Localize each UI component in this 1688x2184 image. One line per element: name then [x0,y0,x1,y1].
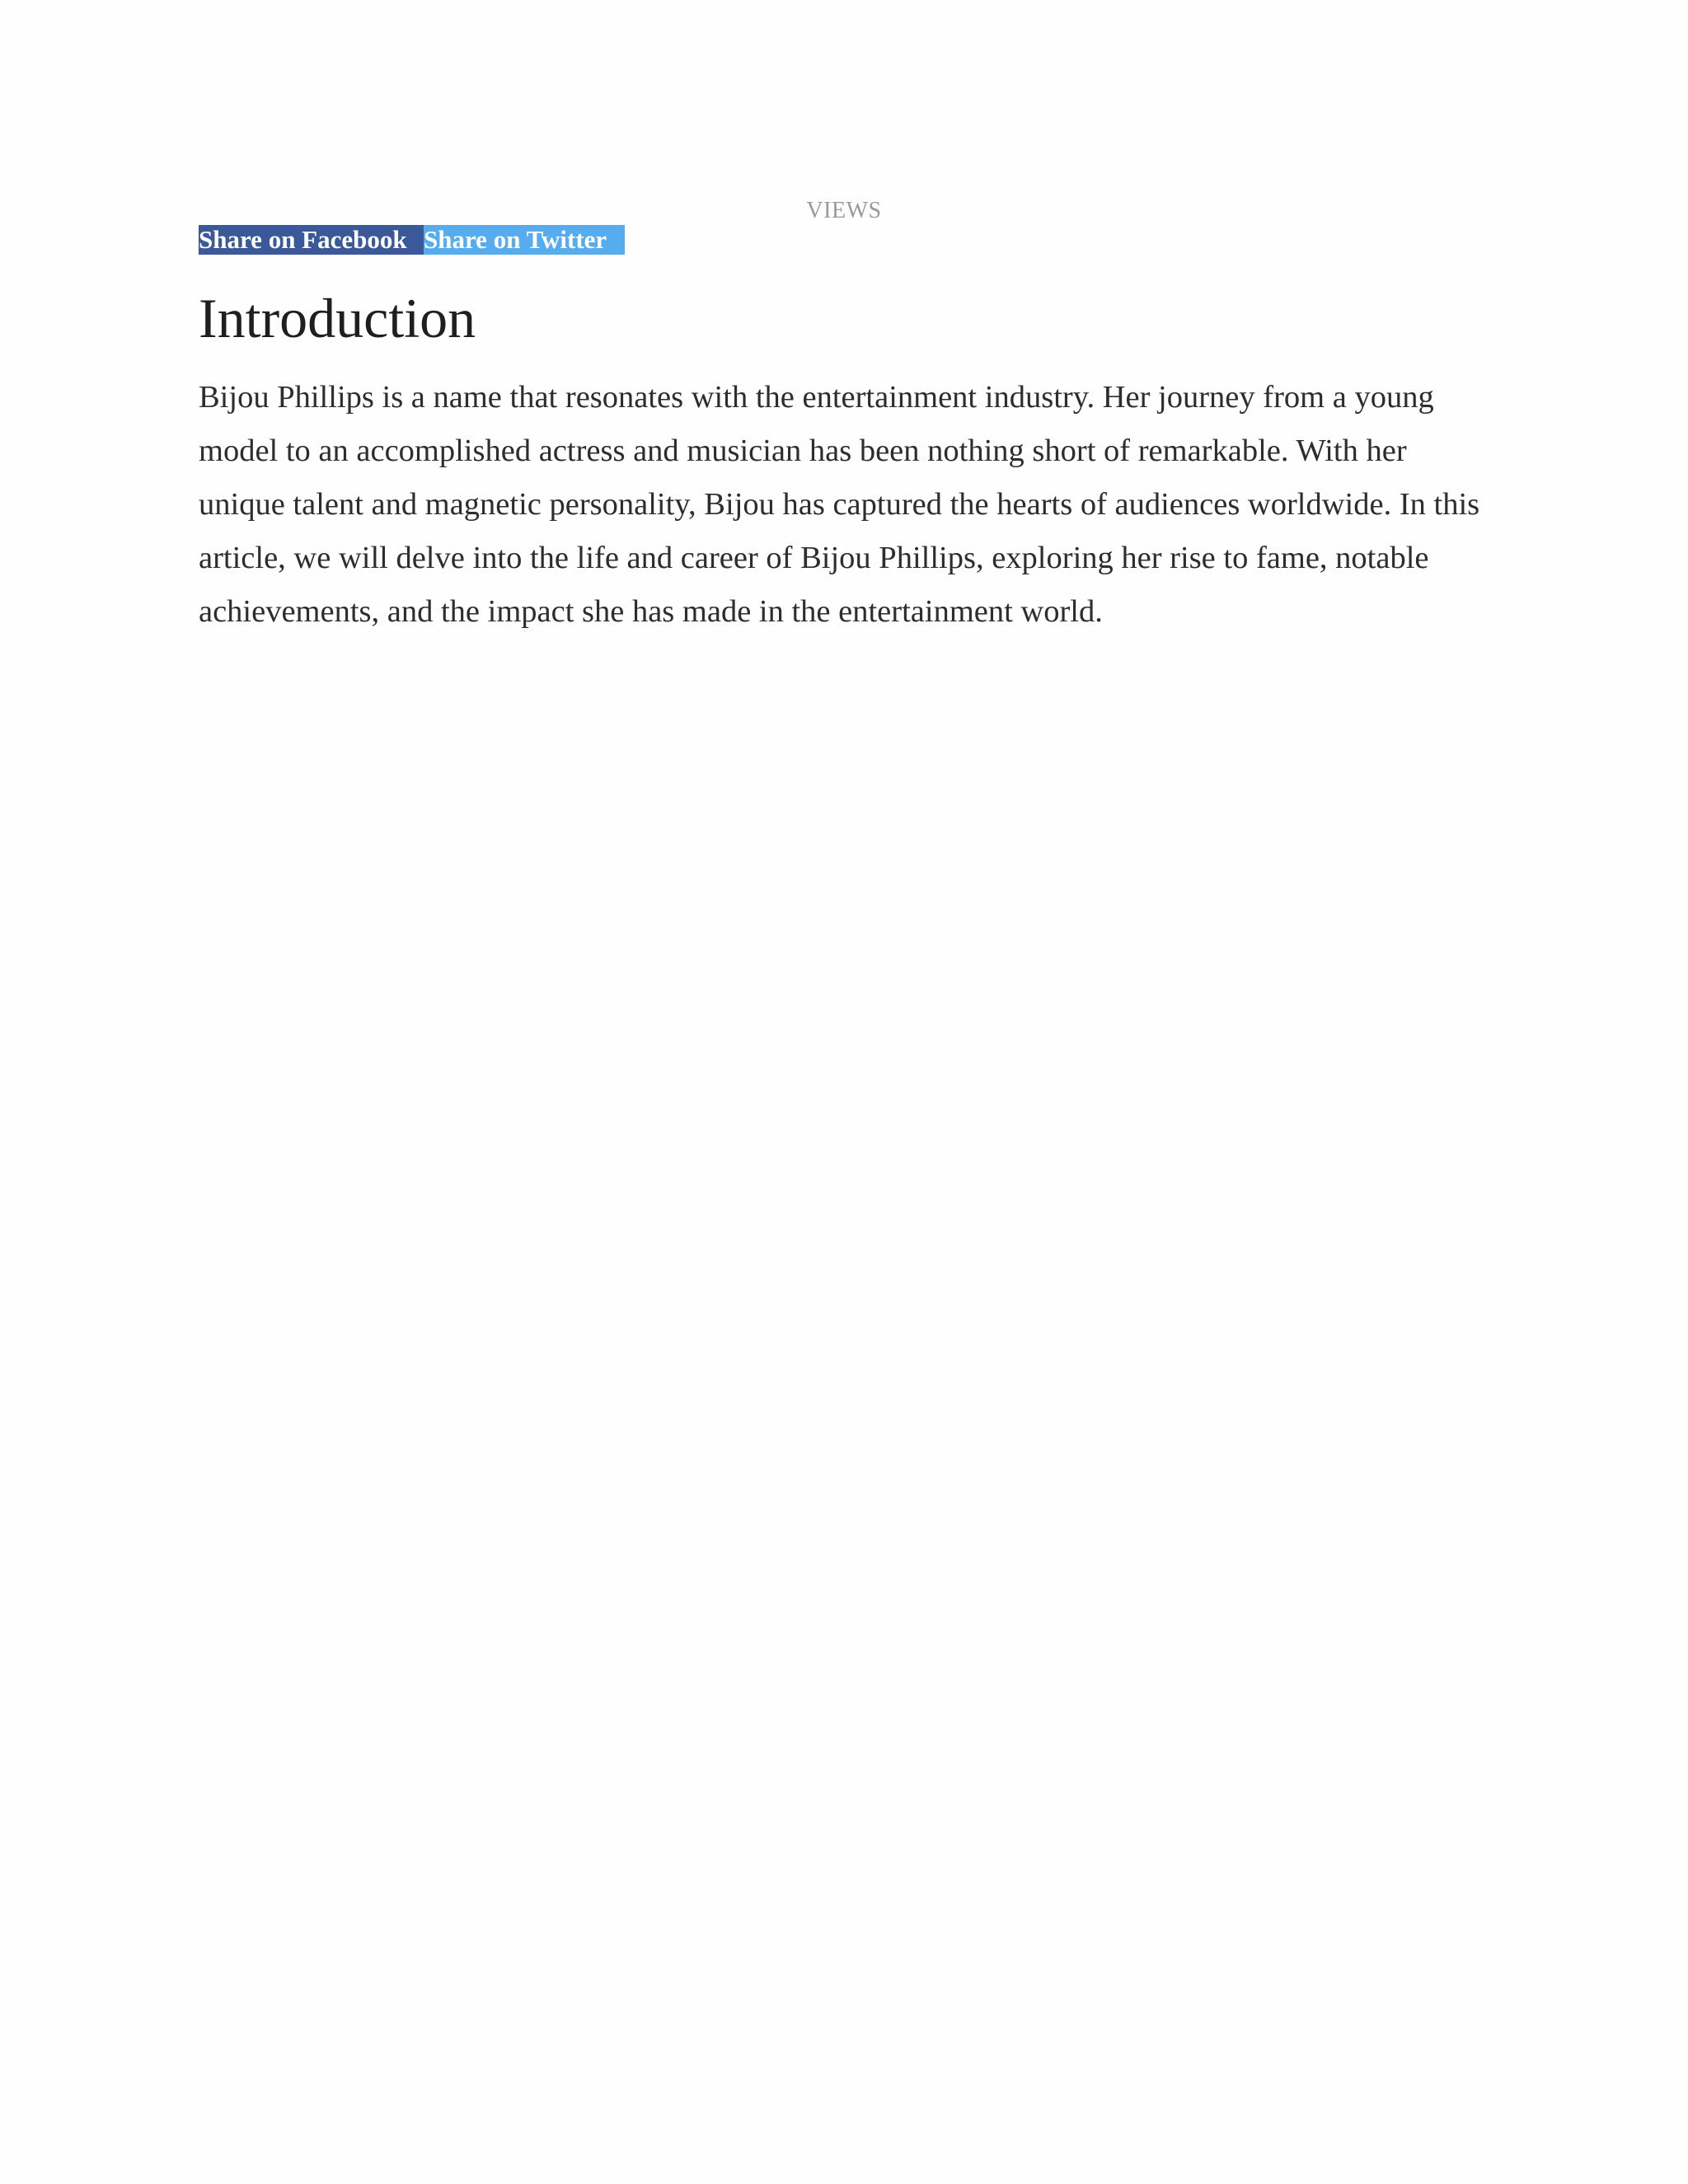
share-facebook-button[interactable]: Share on Facebook [199,225,424,255]
intro-paragraph: Bijou Phillips is a name that resonates with the entertainment industry. Her journey from a young model to an accomplished actress and musician has been nothing short of remarkable. With her unique talent and magnetic personality, Bijou has captured the hearts of audiences worldwide. In this article, we will delve into the life and career of Bijou Phillips, exploring her rise to fame, notable achievements, and the impact she has made in the entertainment world. [199,380,1480,629]
section-heading: Introduction [199,287,476,349]
share-bar [199,225,625,255]
views-counter-label: VIEWS [806,198,882,223]
article-body [199,279,1493,639]
share-twitter-button[interactable]: Share on Twitter [424,225,625,255]
